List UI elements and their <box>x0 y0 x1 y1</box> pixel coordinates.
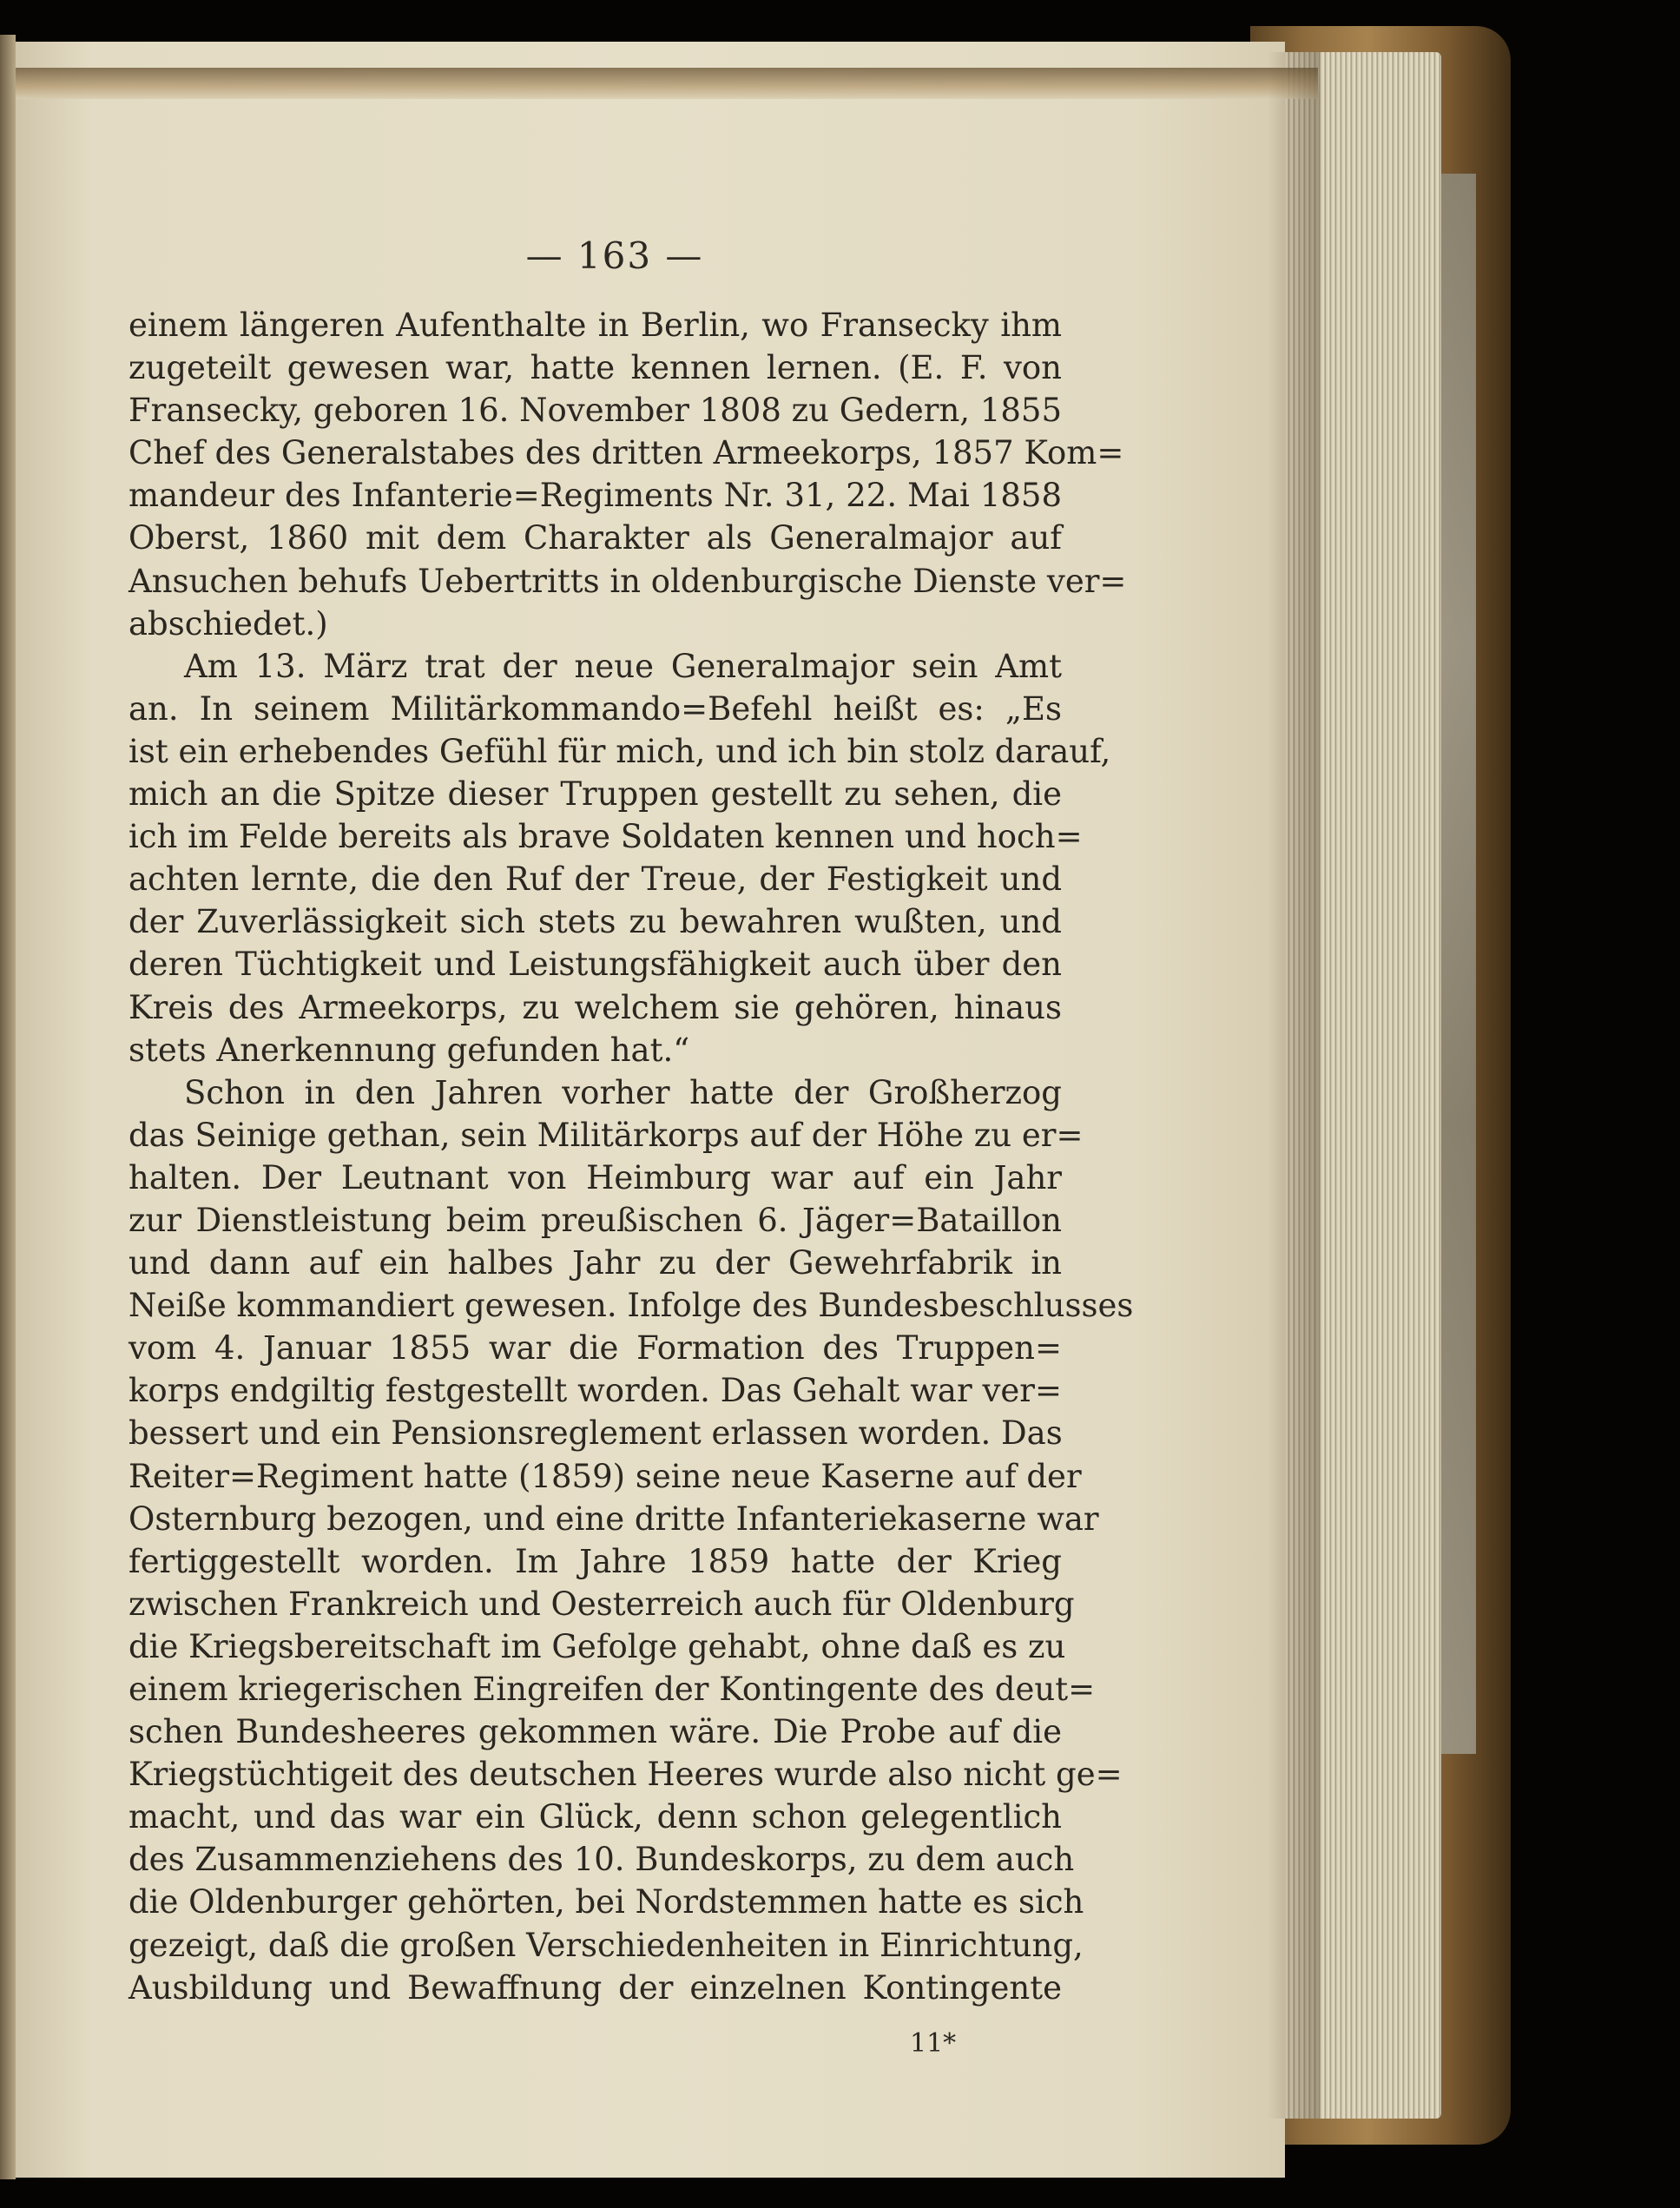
text-line: an. In seinem Militärkommando=Befehl heißt es: „Es <box>128 689 1062 728</box>
text-line: Oberst, 1860 mit dem Charakter als Generalmajor auf <box>128 519 1062 557</box>
signature-mark: 11* <box>910 2028 957 2059</box>
text-line: fertiggestellt worden. Im Jahre 1859 hatte der Krieg <box>128 1542 1062 1580</box>
text-line: die Kriegsbereitschaft im Gefolge gehabt, ohne daß es zu <box>128 1627 1066 1665</box>
text-line: achten lernte, die den Ruf der Treue, der Festigkeit und <box>128 860 1062 899</box>
text-line: schen Bundesheeres gekommen wäre. Die Probe auf die <box>128 1713 1062 1751</box>
text-line: ist ein erhebendes Gefühl für mich, und ich bin stolz darauf, <box>128 732 1111 770</box>
top-binding-shadow <box>16 68 1318 99</box>
page-number: — 163 — <box>525 234 704 277</box>
book-page <box>16 42 1285 2178</box>
text-line: Reiter=Regiment hatte (1859) seine neue Kaserne auf der <box>128 1457 1082 1495</box>
text-line: das Seinige gethan, sein Militärkorps auf der Höhe zu er= <box>128 1116 1084 1154</box>
text-line: Ansuchen behufs Uebertritts in oldenburgische Dienste ver= <box>128 562 1127 600</box>
text-line: Am 13. März trat der neue Generalmajor sein Amt <box>184 647 1062 685</box>
text-line: zugeteilt gewesen war, hatte kennen lernen. (E. F. von <box>128 349 1062 387</box>
text-line: macht, und das war ein Glück, denn schon gelegentlich <box>128 1798 1062 1836</box>
text-line: der Zuverlässigkeit sich stets zu bewahren wußten, und <box>128 903 1062 941</box>
text-line: deren Tüchtigkeit und Leistungsfähigkeit auch über den <box>128 946 1062 984</box>
left-page-edge <box>0 35 16 2179</box>
text-line: Ausbildung und Bewaffnung der einzelnen Kontingente <box>128 1968 1062 2007</box>
text-line: Kreis des Armeekorps, zu welchem sie gehören, hinaus <box>128 988 1062 1026</box>
text-line: Osternburg bezogen, und eine dritte Infanteriekaserne war <box>128 1499 1099 1538</box>
text-line: mandeur des Infanterie=Regiments Nr. 31, 22. Mai 1858 <box>128 477 1062 515</box>
text-line: Schon in den Jahren vorher hatte der Großherzog <box>184 1073 1062 1111</box>
text-line: Fransecky, geboren 16. November 1808 zu Gedern, 1855 <box>128 392 1062 430</box>
spine-shadow <box>1268 52 1320 2119</box>
text-line: Kriegstüchtigeit des deutschen Heeres wurde also nicht ge= <box>128 1756 1123 1794</box>
text-line: halten. Der Leutnant von Heimburg war auf ein Jahr <box>128 1158 1062 1196</box>
text-line: einem längeren Aufenthalte in Berlin, wo Fransecky ihm <box>128 306 1062 344</box>
text-line: Neiße kommandiert gewesen. Infolge des Bundesbeschlusses <box>128 1287 1134 1325</box>
text-line: zur Dienstleistung beim preußischen 6. Jäger=Bataillon <box>128 1201 1062 1239</box>
text-line: mich an die Spitze dieser Truppen gestellt zu sehen, die <box>128 775 1062 814</box>
text-line: bessert und ein Pensionsreglement erlassen worden. Das <box>128 1414 1063 1453</box>
text-line: vom 4. Januar 1855 war die Formation des Truppen= <box>128 1329 1062 1368</box>
text-line: stets Anerkennung gefunden hat.“ <box>128 1031 690 1069</box>
text-line: korps endgiltig festgestellt worden. Das Gehalt war ver= <box>128 1372 1062 1410</box>
text-line: zwischen Frankreich und Oesterreich auch für Oldenburg <box>128 1585 1075 1623</box>
text-line: Chef des Generalstabes des dritten Armeekorps, 1857 Kom= <box>128 434 1124 472</box>
text-line: die Oldenburger gehörten, bei Nordstemmen hatte es sich <box>128 1883 1084 1921</box>
text-line: gezeigt, daß die großen Verschiedenheiten in Einrichtung, <box>128 1926 1084 1964</box>
text-line: ich im Felde bereits als brave Soldaten kennen und hoch= <box>128 818 1083 856</box>
text-line: abschiedet.) <box>128 604 328 643</box>
text-line: einem kriegerischen Eingreifen der Kontingente des deut= <box>128 1671 1096 1708</box>
text-line: des Zusammenziehens des 10. Bundeskorps, zu dem auch <box>128 1841 1075 1879</box>
body-text <box>128 304 1134 2009</box>
text-line: und dann auf ein halbes Jahr zu der Gewehrfabrik in <box>128 1244 1062 1282</box>
